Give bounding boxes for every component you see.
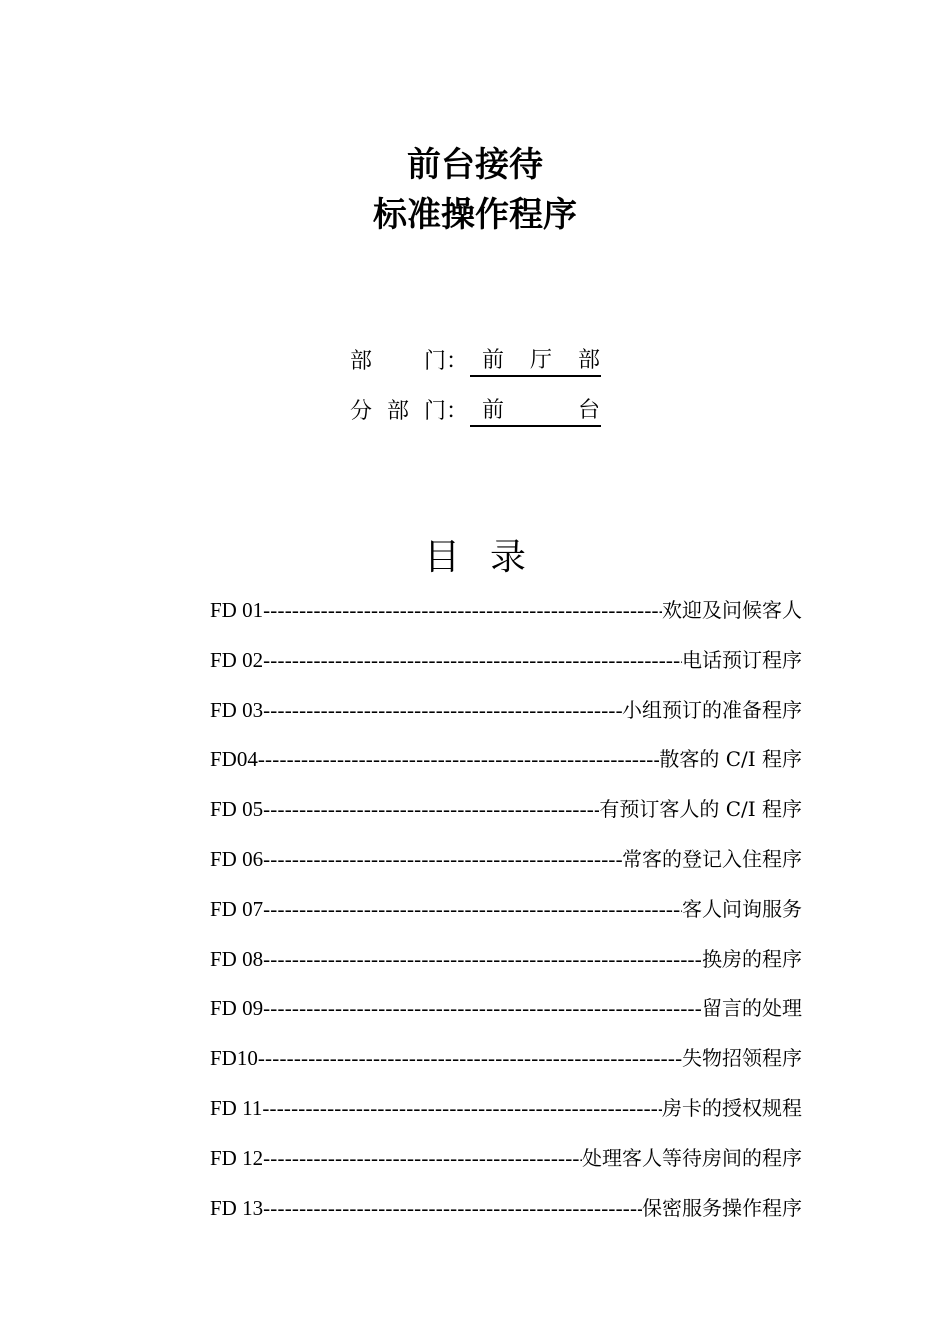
sub-department-value-char: 前 <box>482 398 505 423</box>
department-label-char: 部 <box>350 349 373 374</box>
toc-item-code: FD 01 <box>210 598 264 622</box>
toc-item-code: FD 03 <box>210 697 264 722</box>
sub-department-label-char: 门： <box>424 399 469 424</box>
toc-dot-leader <box>263 993 702 1023</box>
toc-item[interactable] <box>210 1193 802 1243</box>
department-value-char: 前 <box>482 348 505 373</box>
toc-item[interactable] <box>210 844 802 894</box>
toc-item-title: 欢迎及问候客人 <box>662 598 802 622</box>
document-title-line-2: 标准操作程序 <box>373 195 577 235</box>
toc-item[interactable] <box>210 595 802 645</box>
toc-item[interactable] <box>210 993 802 1043</box>
toc-item-code: FD10 <box>210 1046 258 1071</box>
toc-item-title: 保密服务操作程序 <box>642 1195 802 1220</box>
toc-item-code: FD 07 <box>210 896 264 921</box>
toc-item-title: 失物招领程序 <box>682 1046 802 1071</box>
toc-item-title: 房卡的授权规程 <box>662 1095 802 1120</box>
department-value-char: 厅 <box>530 348 553 373</box>
sub-department-label-char: 部 <box>387 399 410 424</box>
toc-item-title: 散客的 C/I 程序 <box>659 747 802 772</box>
department-value <box>470 347 601 377</box>
toc-list <box>210 595 802 1242</box>
toc-item-title: 留言的处理 <box>702 996 802 1021</box>
department-label <box>350 347 470 377</box>
toc-heading: 目录 <box>423 537 556 578</box>
sub-department-value-char: 台 <box>578 398 601 423</box>
toc-item[interactable] <box>210 794 802 844</box>
toc-item[interactable] <box>210 1143 802 1193</box>
toc-dot-leader <box>263 1143 582 1173</box>
toc-dot-leader <box>258 1043 682 1073</box>
toc-item-code: FD 12 <box>210 1145 264 1170</box>
toc-dot-leader <box>263 944 702 974</box>
toc-dot-leader <box>263 844 622 874</box>
sub-department-label <box>350 397 470 427</box>
toc-item-code: FD 13 <box>210 1195 264 1220</box>
toc-item-title: 有预订客人的 C/I 程序 <box>599 797 802 822</box>
toc-item-code: FD 11 <box>210 1095 263 1120</box>
toc-item-code: FD04 <box>210 747 258 772</box>
toc-dot-leader <box>263 645 682 675</box>
toc-dot-leader <box>262 1093 662 1123</box>
toc-item-title: 处理客人等待房间的程序 <box>582 1145 802 1170</box>
department-value-char: 部 <box>578 348 601 373</box>
toc-dot-leader <box>258 744 659 774</box>
toc-item-title: 客人问询服务 <box>682 896 802 921</box>
toc-dot-leader <box>263 1193 642 1223</box>
toc-item[interactable] <box>210 894 802 944</box>
toc-item-code: FD 06 <box>210 846 264 871</box>
toc-dot-leader <box>263 695 622 725</box>
toc-item-code: FD 08 <box>210 946 264 971</box>
toc-item-title: 常客的登记入住程序 <box>622 846 802 871</box>
toc-item[interactable] <box>210 695 802 745</box>
sub-department-value <box>470 397 601 427</box>
toc-item[interactable] <box>210 944 802 994</box>
department-label-char: 门： <box>424 349 469 374</box>
toc-dot-leader <box>263 794 599 824</box>
toc-dot-leader <box>263 595 662 625</box>
toc-dot-leader <box>263 894 682 924</box>
toc-item[interactable] <box>210 645 802 695</box>
document-title-line-1: 前台接待 <box>407 145 543 185</box>
toc-item-title: 小组预订的准备程序 <box>622 697 802 722</box>
toc-item-title: 电话预订程序 <box>682 647 802 672</box>
sub-department-label-char: 分 <box>350 399 373 424</box>
toc-item[interactable] <box>210 744 802 794</box>
toc-item[interactable] <box>210 1043 802 1093</box>
toc-item-code: FD 02 <box>210 647 264 672</box>
toc-item-title: 换房的程序 <box>702 946 802 971</box>
toc-item[interactable] <box>210 1093 802 1143</box>
toc-item-code: FD 09 <box>210 996 264 1021</box>
toc-item-code: FD 05 <box>210 797 264 822</box>
